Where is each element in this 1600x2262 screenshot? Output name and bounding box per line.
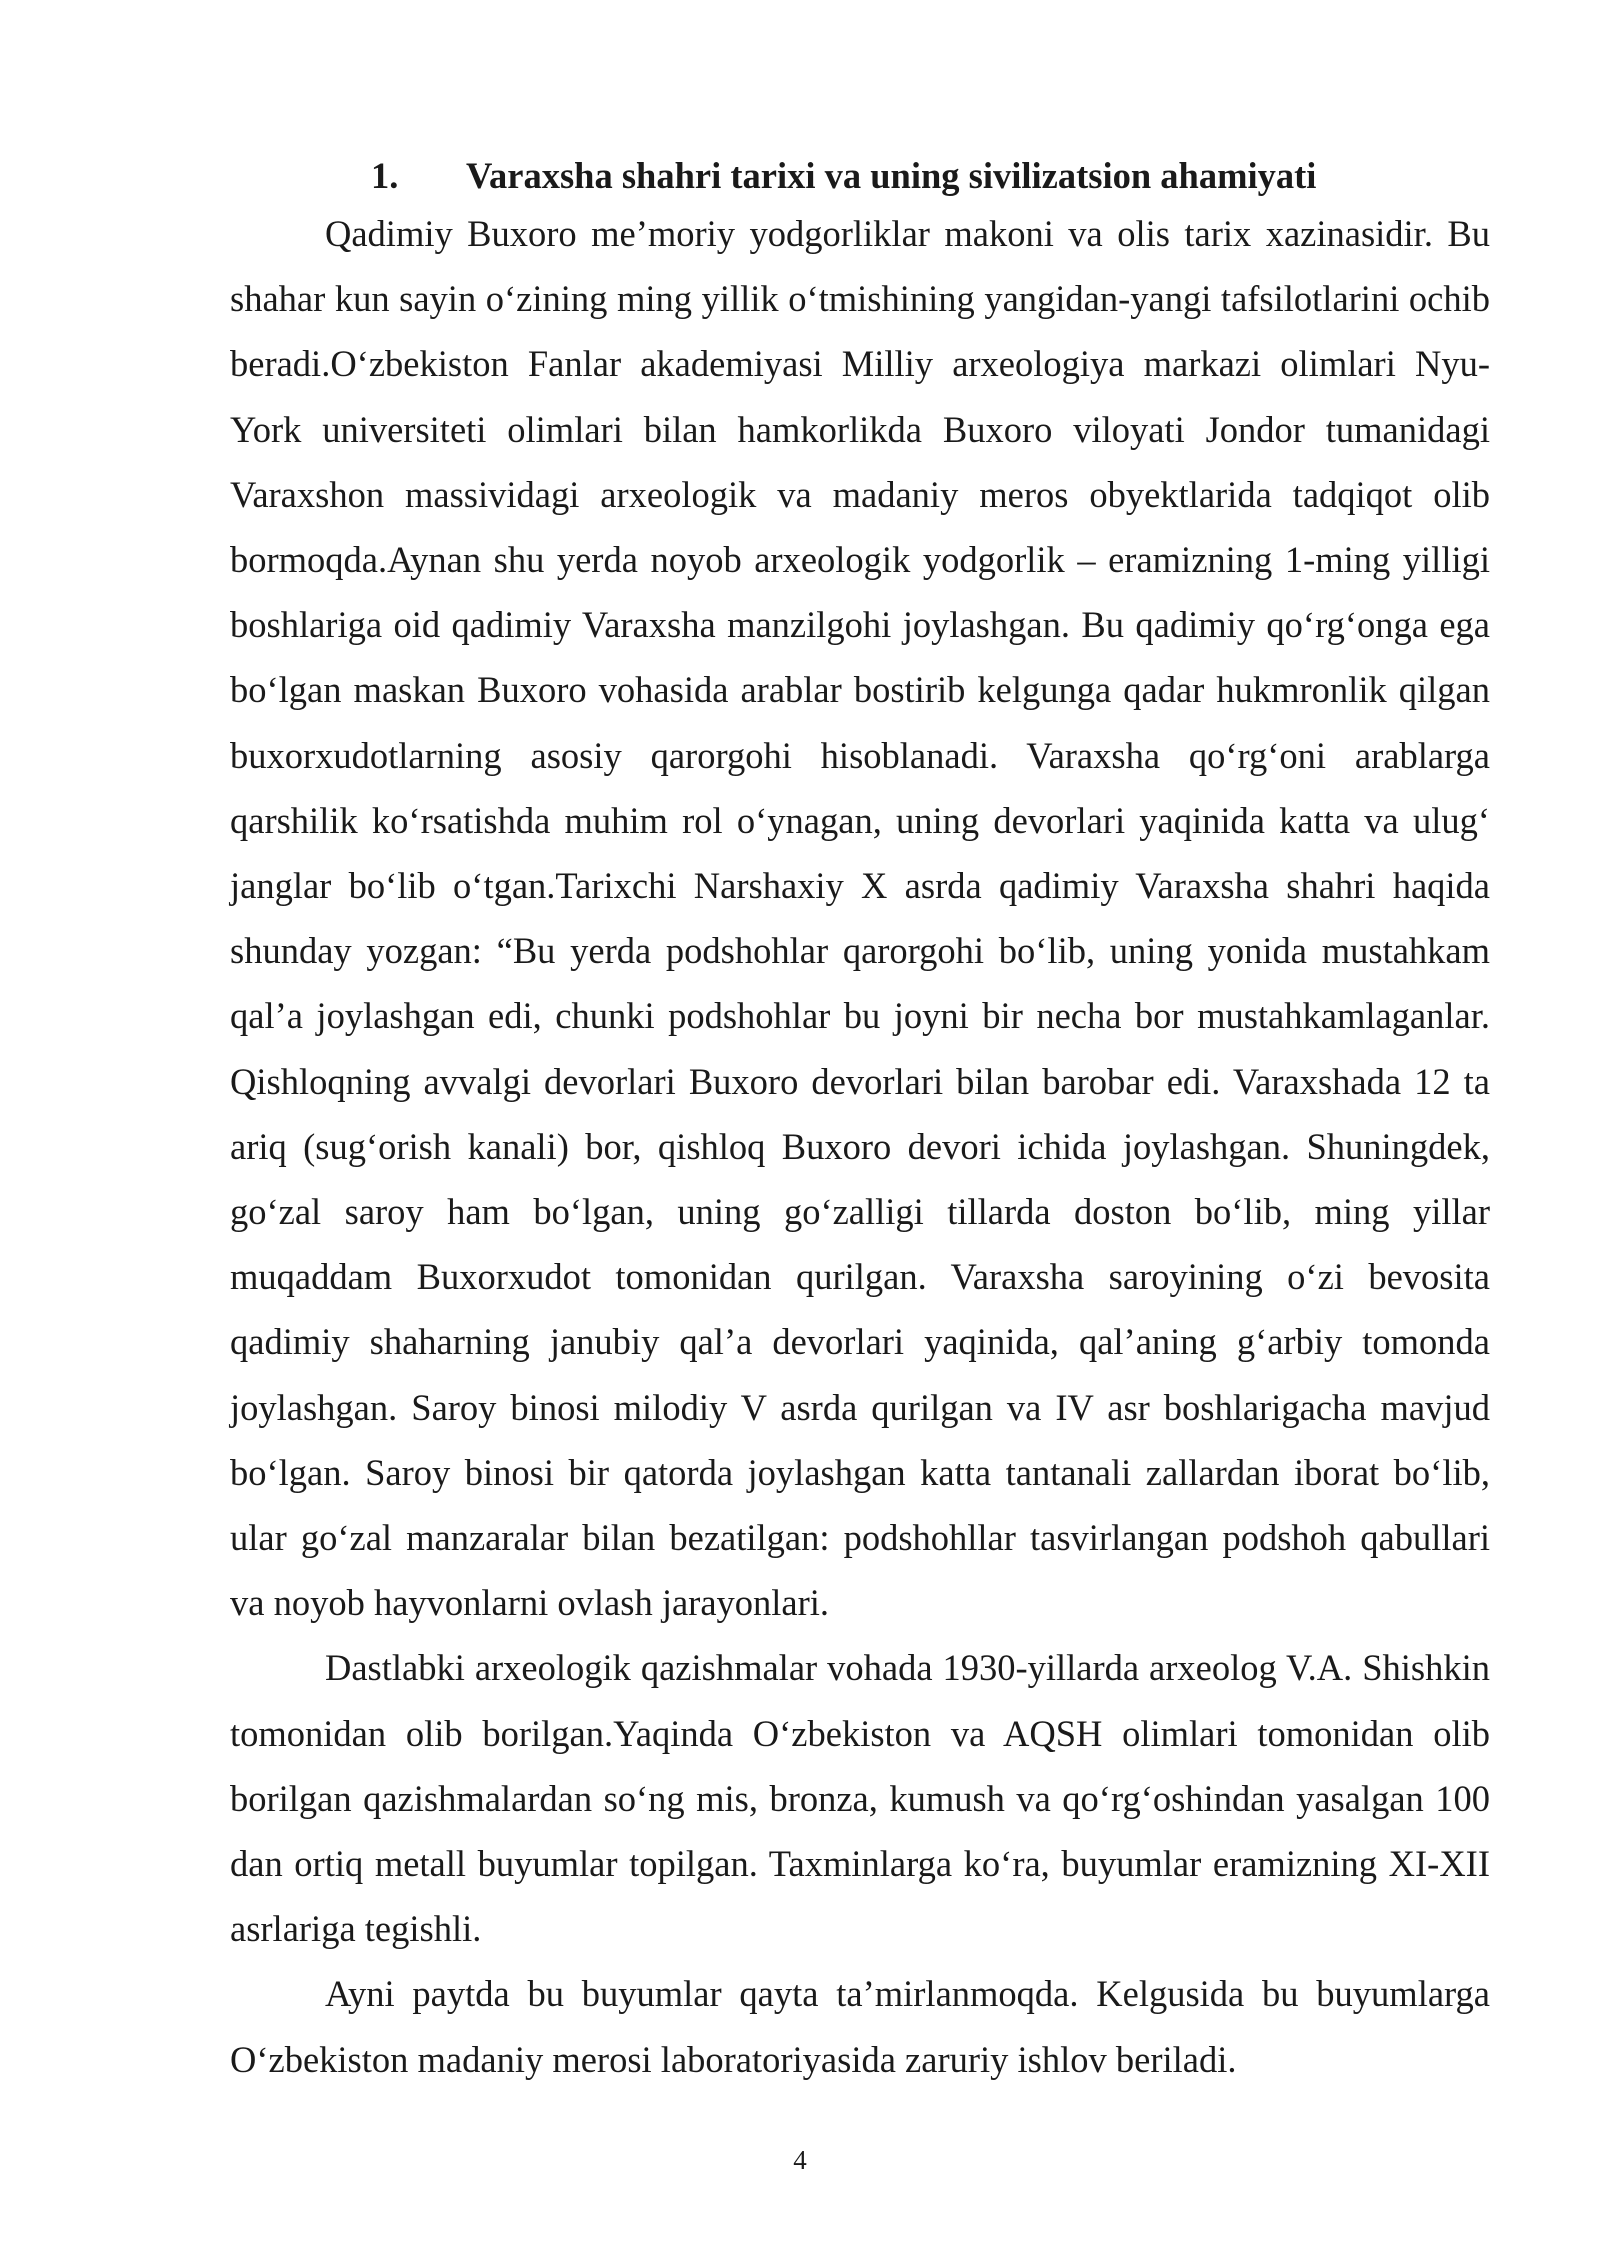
paragraph-3: Ayni paytda bu buyumlar qayta ta’mirlanmoqda. Kelgusida bu buyumlarga O‘zbekiston madaniy merosi laboratoriyasida zaruriy ishlov beriladi.: [230, 1973, 1490, 2080]
section-number: 1.: [371, 155, 399, 196]
section-title: Varaxsha shahri tarixi va uning sivilizatsion ahamiyati: [466, 155, 1317, 196]
paragraph-1: Qadimiy Buxoro me’moriy yodgorliklar makoni va olis tarix xazinasidir. Bu shahar kun sayin o‘zining ming yillik o‘tmishining yangidan-yangi tafsilotlarini ochib beradi.O‘zbekiston Fanlar akademiyasi Milliy arxeologiya markazi olimlari Nyu-York universiteti olimlari bilan hamkorlikda Buxoro viloyati Jondor tumanidagi Varaxshon massividagi arxeologik va madaniy meros obyektlarida tadqiqot olib bormoqda.Aynan shu yerda noyob arxeologik yodgorlik – eramizning 1-ming yilligi boshlariga oid qadimiy Varaxsha manzilgohi joylashgan. Bu qadimiy qo‘rg‘onga ega bo‘lgan maskan Buxoro vohasida arablar bostirib kelgunga qadar hukmronlik qilgan buxorxudotlarning asosiy qarorgohi hisoblanadi. Varaxsha qo‘rg‘oni arablarga qarshilik ko‘rsatishda muhim rol o‘ynagan, uning devorlari yaqinida katta va ulug‘ janglar bo‘lib o‘tgan.Tarixchi Narshaxiy X asrda qadimiy Varaxsha shahri haqida shunday yozgan: “Bu yerda podshohlar qarorgohi bo‘lib, uning yonida mustahkam qal’a joylashgan edi, chunki podshohlar bu joyni bir necha bor mustahkamlaganlar. Qishloqning avvalgi devorlari Buxoro devorlari bilan barobar edi. Varaxshada 12 ta ariq (sug‘orish kanali) bor, qishloq Buxoro devori ichida joylashgan. Shuningdek, go‘zal saroy ham bo‘lgan, uning go‘zalligi tillarda doston bo‘lib, ming yillar muqaddam Buxorxudot tomonidan qurilgan. Varaxsha saroyining o‘zi bevosita qadimiy shaharning janubiy qal’a devorlari yaqinida, qal’aning g‘arbiy tomonda joylashgan. Saroy binosi milodiy V asrda qurilgan va IV asr boshlarigacha mavjud bo‘lgan. Saroy binosi bir qatorda joylashgan katta tantanali zallardan iborat bo‘lib, ular go‘zal manzaralar bilan bezatilgan: podshohllar tasvirlangan podshoh qabullari va noyob hayvonlarni ovlash jarayonlari.: [230, 213, 1490, 1624]
document-page: [230, 148, 1490, 2092]
section-heading: [230, 148, 1490, 204]
paragraph-2: Dastlabki arxeologik qazishmalar vohada 1930-yillarda arxeolog V.A. Shishkin tomonidan olib borilgan.Yaqinda O‘zbekiston va AQSH olimlari tomonidan olib borilgan qazishmalardan so‘ng mis, bronza, kumush va qo‘rg‘oshindan yasalgan 100 dan ortiq metall buyumlar topilgan. Taxminlarga ko‘ra, buyumlar eramizning XI-XII asrlariga tegishli.: [230, 1647, 1490, 1950]
page-number: 4: [793, 2145, 807, 2175]
